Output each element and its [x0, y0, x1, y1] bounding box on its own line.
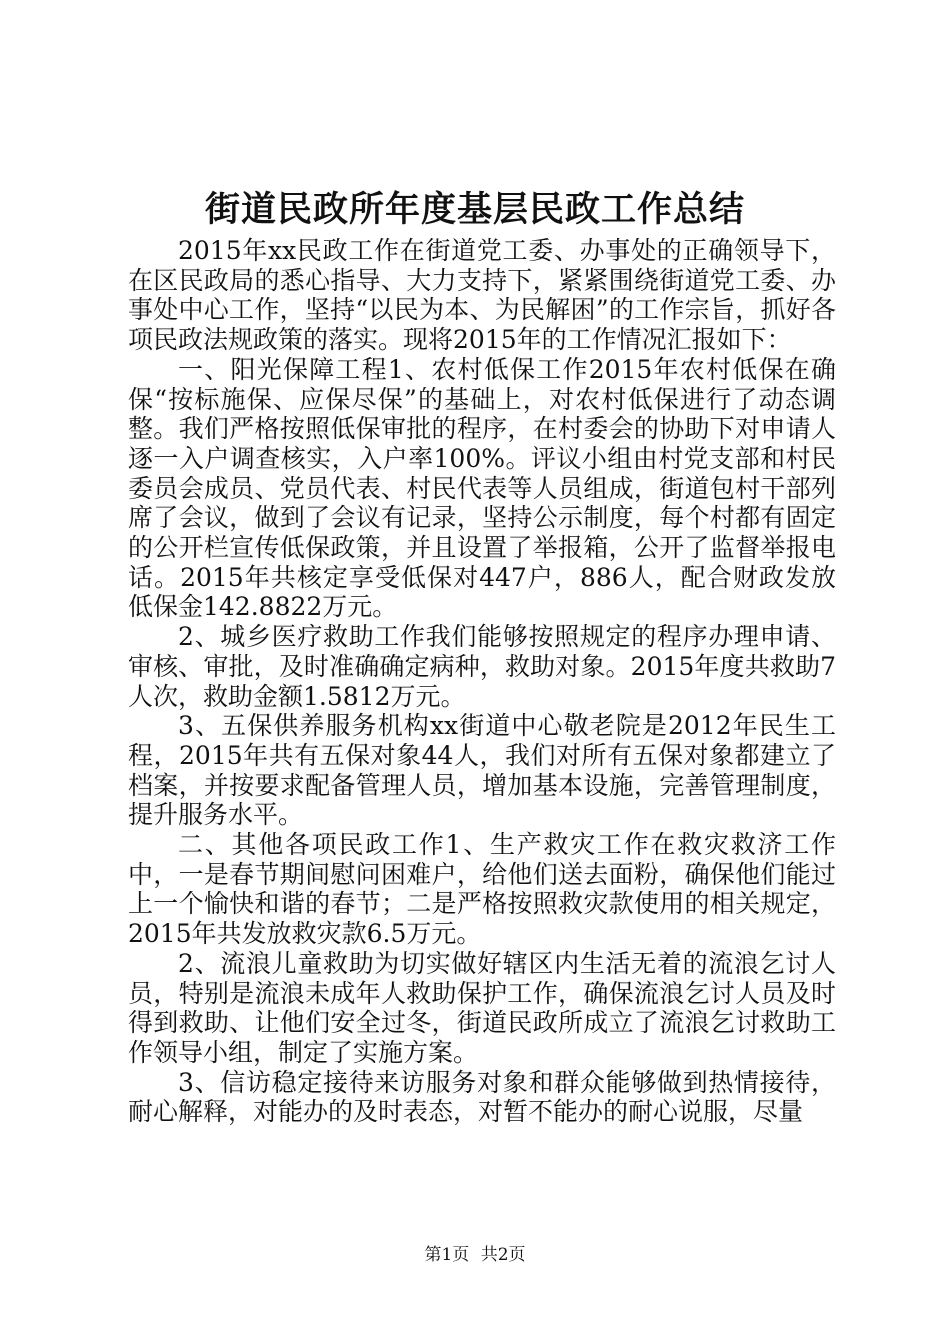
paragraph-vagrant-children: 2、流浪儿童救助为切实做好辖区内生活无着的流浪乞讨人员，特别是流浪未成年人救助保护工作，确保流浪乞讨人员及时得到救助、让他们安全过冬，街道民政所成立了流浪乞讨救助工作领导小组，制定了实施方案。	[128, 948, 836, 1067]
document-title: 街道民政所年度基层民政工作总结	[204, 189, 745, 230]
paragraph-medical-aid: 2、城乡医疗救助工作我们能够按照规定的程序办理申请、审核、审批，及时准确确定病种，救助对象。2015年度共救助7人次，救助金额1.5812万元。	[128, 622, 836, 711]
page-footer	[0, 1244, 950, 1266]
paragraph-section-2: 二、其他各项民政工作1、生产救灾工作在救灾救济工作中，一是春节期间慰问困难户，给他们送去面粉，确保他们能过上一个愉快和谐的春节；二是严格按照救灾款使用的相关规定，2015年共发放救灾款6.5万元。	[128, 830, 836, 949]
paragraph-five-guarantee: 3、五保供养服务机构xx街道中心敬老院是2012年民生工程，2015年共有五保对象44人，我们对所有五保对象都建立了档案，并按要求配备管理人员，增加基本设施，完善管理制度，提升服务水平。	[128, 711, 836, 830]
paragraph-petition: 3、信访稳定接待来访服务对象和群众能够做到热情接待，耐心解释，对能办的及时表态，对暂不能办的耐心说服，尽量	[128, 1067, 836, 1127]
page-total: 共2页	[480, 1245, 526, 1265]
document-body	[128, 236, 836, 1127]
page-number: 第1页	[424, 1245, 470, 1265]
paragraph-intro: 2015年xx民政工作在街道党工委、办事处的正确领导下，在区民政局的悉心指导、大力支持下，紧紧围绕街道党工委、办事处中心工作，坚持“以民为本、为民解困”的工作宗旨，抓好各项民政法规政策的落实。现将2015年的工作情况汇报如下：	[128, 236, 836, 355]
paragraph-section-1: 一、阳光保障工程1、农村低保工作2015年农村低保在确保“按标施保、应保尽保”的基础上，对农村低保进行了动态调整。我们严格按照低保审批的程序，在村委会的协助下对申请人逐一入户调查核实，入户率100%。评议小组由村党支部和村民委员会成员、党员代表、村民代表等人员组成，街道包村干部列席了会议，做到了会议有记录，坚持公示制度，每个村都有固定的公开栏宣传低保政策，并且设置了举报箱，公开了监督举报电话。2015年共核定享受低保对447户，886人，配合财政发放低保金142.8822万元。	[128, 354, 836, 622]
